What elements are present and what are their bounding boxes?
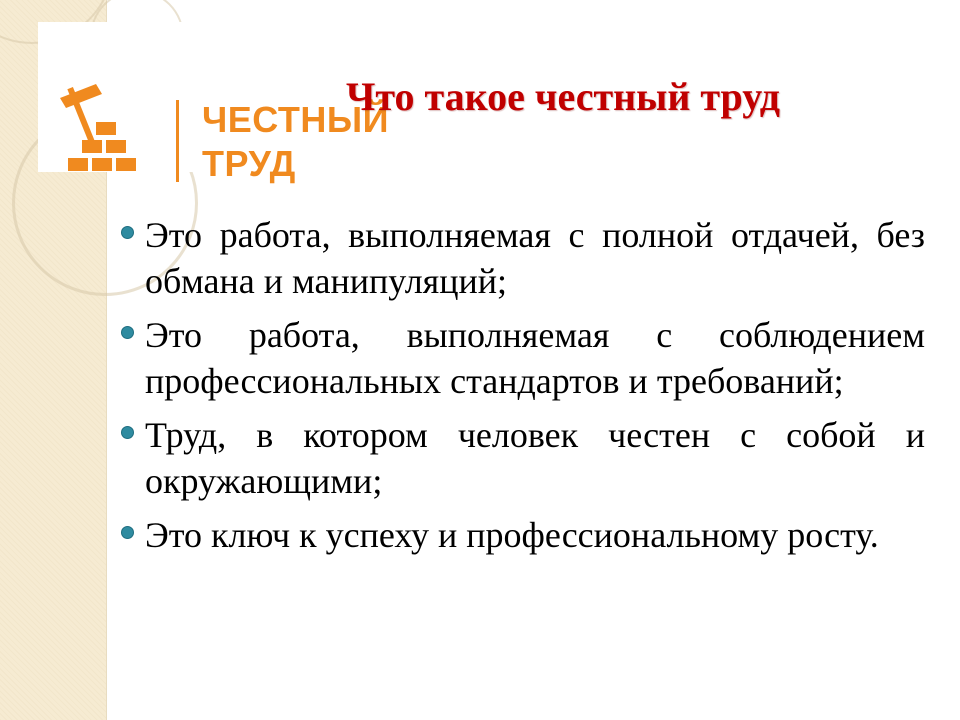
bullet-item	[145, 512, 925, 558]
bullet-item	[145, 212, 925, 304]
logo	[38, 22, 390, 184]
bullet-text: Это работа, выполняемая с соблюдением профессиональных стандартов и требований;	[145, 315, 925, 401]
round-bullet-icon	[121, 226, 134, 239]
logo-text-line-2: ТРУД	[202, 143, 296, 184]
slide-title: Что такое честный труд	[346, 74, 780, 119]
hammer-bricks-icon	[56, 80, 146, 190]
round-bullet-icon	[121, 426, 134, 439]
bullet-list	[145, 212, 925, 566]
bullet-item	[145, 312, 925, 404]
bullet-text: Это ключ к успеху и профессиональному росту.	[145, 515, 879, 555]
round-bullet-icon	[121, 526, 134, 539]
logo-divider	[176, 100, 179, 182]
round-bullet-icon	[121, 326, 134, 339]
bullet-text: Труд, в котором человек честен с собой и окружающими;	[145, 415, 925, 501]
logo-text-line-1: ЧЕСТНЫЙ	[202, 99, 390, 140]
bullet-item	[145, 412, 925, 504]
bullet-text: Это работа, выполняемая с полной отдачей, без обмана и манипуляций;	[145, 215, 925, 301]
